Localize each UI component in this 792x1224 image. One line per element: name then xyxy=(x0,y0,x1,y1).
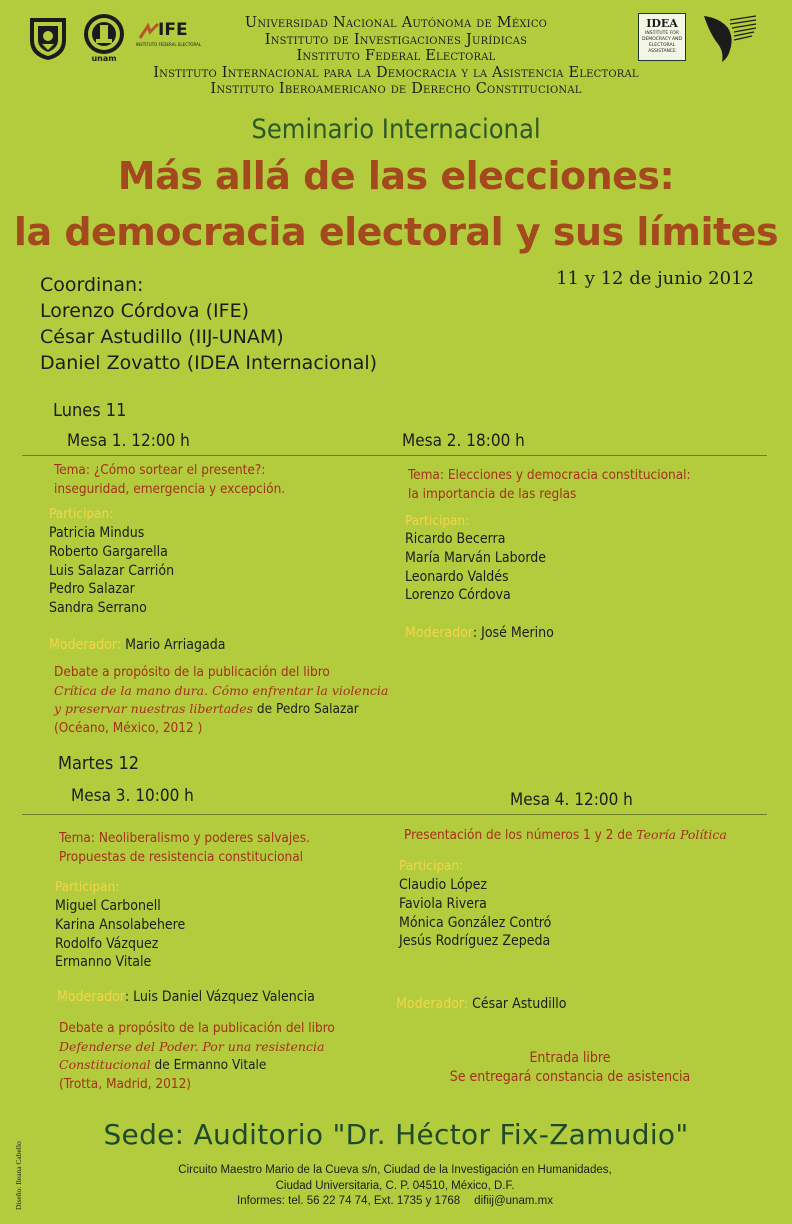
moderator-label: Moderador xyxy=(57,989,125,1005)
mesa-1-tema-line-2: inseguridad, emergencia y excepción. xyxy=(54,480,286,497)
venue-address xyxy=(0,1163,790,1210)
coordinator-name: César Astudillo (IIJ-UNAM) xyxy=(40,326,284,348)
debate-book-title: y preservar nuestras libertades xyxy=(54,701,254,717)
institution-iberoamericano: Instituto Iberoamericano de Derecho Constitucional xyxy=(210,81,582,97)
ife-logo-caption: INSTITUTO FEDERAL ELECTORAL xyxy=(136,42,202,47)
mesa-1-debate xyxy=(54,663,388,737)
mesa-1-participants xyxy=(49,524,174,618)
debate-publisher: (Trotta, Madrid, 2012) xyxy=(59,1075,192,1092)
section-divider xyxy=(22,814,767,815)
moderator-name: César Astudillo xyxy=(468,996,567,1012)
mesa-2-tema xyxy=(408,466,691,503)
institution-iij: Instituto de Investigaciones Jurídicas xyxy=(264,31,528,48)
participant-name: Roberto Gargarella xyxy=(49,543,168,560)
iij-logo-caption: unam xyxy=(91,54,117,63)
presentacion-journal: Teoría Política xyxy=(636,827,727,842)
seminar-subtitle: Seminario Internacional xyxy=(251,114,541,145)
participant-name: María Marván Laborde xyxy=(405,549,547,566)
moderator-label: Moderador: xyxy=(396,996,469,1012)
institution-ife: Instituto Federal Electoral xyxy=(296,48,496,64)
participant-name: Leonardo Valdés xyxy=(405,568,509,585)
participant-name: Jesús Rodríguez Zepeda xyxy=(399,933,551,950)
section-divider xyxy=(22,455,767,456)
participant-name: Rodolfo Vázquez xyxy=(55,935,159,952)
address-line-1: Circuito Maestro Mario de la Cueva s/n, Ciudad de la Investigación en Humanidades, xyxy=(178,1164,612,1176)
address-line-2: Ciudad Universitaria, C. P. 04510, México, D.F. xyxy=(275,1179,515,1192)
idea-logo-line-3: ELECTORAL xyxy=(648,43,676,48)
mesa-1-heading: Mesa 1. 12:00 h xyxy=(67,431,190,451)
mesa-2-participants xyxy=(405,530,546,605)
mesa-3-participan-label: Participan: xyxy=(55,879,120,895)
mesa-2-heading: Mesa 2. 18:00 h xyxy=(402,431,525,451)
idea-logo-line-4: ASSISTANCE xyxy=(648,49,676,54)
contact-email[interactable]: difiij@unam.mx xyxy=(474,1195,553,1207)
moderator-label: Moderador xyxy=(405,625,473,641)
moderator-name: : Luis Daniel Vázquez Valencia xyxy=(124,989,315,1005)
mesa-3-moderator xyxy=(57,989,315,1005)
idea-logo-mark: IDEA xyxy=(646,17,678,30)
participant-name: Pedro Salazar xyxy=(49,581,135,598)
participant-name: Mónica González Contró xyxy=(399,914,552,931)
mesa-3-tema xyxy=(59,829,310,866)
coordinators xyxy=(40,272,377,376)
mesa-3-tema-line-1: Tema: Neoliberalismo y poderes salvajes. xyxy=(59,830,310,846)
participant-name: Ricardo Becerra xyxy=(405,531,506,547)
mesa-4-presentacion xyxy=(404,826,727,845)
admission-info xyxy=(420,1049,720,1087)
informes-phone: Informes: tel. 56 22 74 74, Ext. 1735 y 1768 xyxy=(237,1195,461,1207)
participant-name: Faviola Rivera xyxy=(399,895,487,912)
event-title-line-1: Más allá de las elecciones: xyxy=(117,154,675,198)
moderator-name: Mario Arriagada xyxy=(125,637,226,653)
mesa-1-tema-line-1: Tema: ¿Cómo sortear el presente?: xyxy=(54,462,266,478)
entrada-libre: Entrada libre xyxy=(529,1050,611,1066)
debate-book-title: Crítica de la mano dura. Cómo enfrentar la violencia xyxy=(54,682,389,698)
debate-author: de Ermanno Vitale xyxy=(150,1057,267,1074)
moderator-name: : José Merino xyxy=(472,625,554,641)
mesa-3-tema-line-2: Propuestas de resistencia constitucional xyxy=(59,848,304,865)
mesa-1-moderator xyxy=(49,637,225,653)
venue-title: Sede: Auditorio "Dr. Héctor Fix-Zamudio" xyxy=(103,1118,689,1151)
participant-name: Luis Salazar Carrión xyxy=(49,562,175,579)
debate-publisher: (Océano, México, 2012 ) xyxy=(54,719,203,736)
coordinators-label: Coordinan: xyxy=(40,274,144,296)
institution-idea: Instituto Internacional para la Democracia y la Asistencia Electoral xyxy=(153,64,639,81)
mesa-3-heading: Mesa 3. 10:00 h xyxy=(71,786,194,806)
mesa-3-participants xyxy=(55,897,185,972)
mesa-4-participants xyxy=(399,876,551,951)
event-dates: 11 y 12 de junio 2012 xyxy=(556,268,754,289)
mesa-3-debate xyxy=(59,1019,335,1093)
mesa-2-participan-label: Participan: xyxy=(405,513,470,529)
mesa-4-moderator xyxy=(396,996,566,1012)
mesa-1-participan-label: Participan: xyxy=(49,506,114,522)
debate-intro: Debate a propósito de la publicación del libro xyxy=(59,1020,335,1036)
participant-name: Claudio López xyxy=(399,877,488,893)
debate-author: de Pedro Salazar xyxy=(253,701,359,718)
coordinator-name: Daniel Zovatto (IDEA Internacional) xyxy=(40,352,378,374)
debate-book-title: Defenderse del Poder. Por una resistencia xyxy=(59,1038,325,1054)
constancia-note: Se entregará constancia de asistencia xyxy=(449,1069,691,1085)
participant-name: Lorenzo Córdova xyxy=(405,587,511,604)
participant-name: Karina Ansolabehere xyxy=(55,916,186,933)
debate-book-title: Constitucional xyxy=(59,1057,151,1073)
idea-logo-line-2: DEMOCRACY AND xyxy=(642,37,682,42)
presentacion-text: Presentación de los números 1 y 2 de xyxy=(404,827,637,843)
mesa-1-tema xyxy=(54,461,285,498)
mesa-4-heading: Mesa 4. 12:00 h xyxy=(510,790,633,810)
mesa-4-participan-label: Participan: xyxy=(399,858,464,874)
mesa-2-moderator xyxy=(405,625,554,641)
institution-unam: Universidad Nacional Autónoma de México xyxy=(244,15,548,31)
ife-logo-text: IFE xyxy=(158,20,188,40)
mesa-2-tema-line-2: la importancia de las reglas xyxy=(408,485,577,502)
coordinator-name: Lorenzo Córdova (IFE) xyxy=(40,300,249,322)
moderator-label: Moderador: xyxy=(49,637,122,653)
day-1-label: Lunes 11 xyxy=(53,400,127,421)
participant-name: Patricia Mindus xyxy=(49,525,145,541)
event-title-line-2: la democracia electoral y sus límites xyxy=(13,210,779,254)
participant-name: Ermanno Vitale xyxy=(55,954,152,971)
design-credit: Diseño: Ileana Cabello xyxy=(14,1141,23,1210)
debate-intro: Debate a propósito de la publicación del libro xyxy=(54,664,330,680)
day-2-label: Martes 12 xyxy=(58,753,140,774)
mesa-2-tema-line-1: Tema: Elecciones y democracia constitucional: xyxy=(408,467,691,483)
participant-name: Sandra Serrano xyxy=(49,600,147,617)
contact-line xyxy=(0,1194,790,1210)
participant-name: Miguel Carbonell xyxy=(55,898,161,914)
idea-logo-line-1: INSTITUTE FOR xyxy=(645,31,679,36)
